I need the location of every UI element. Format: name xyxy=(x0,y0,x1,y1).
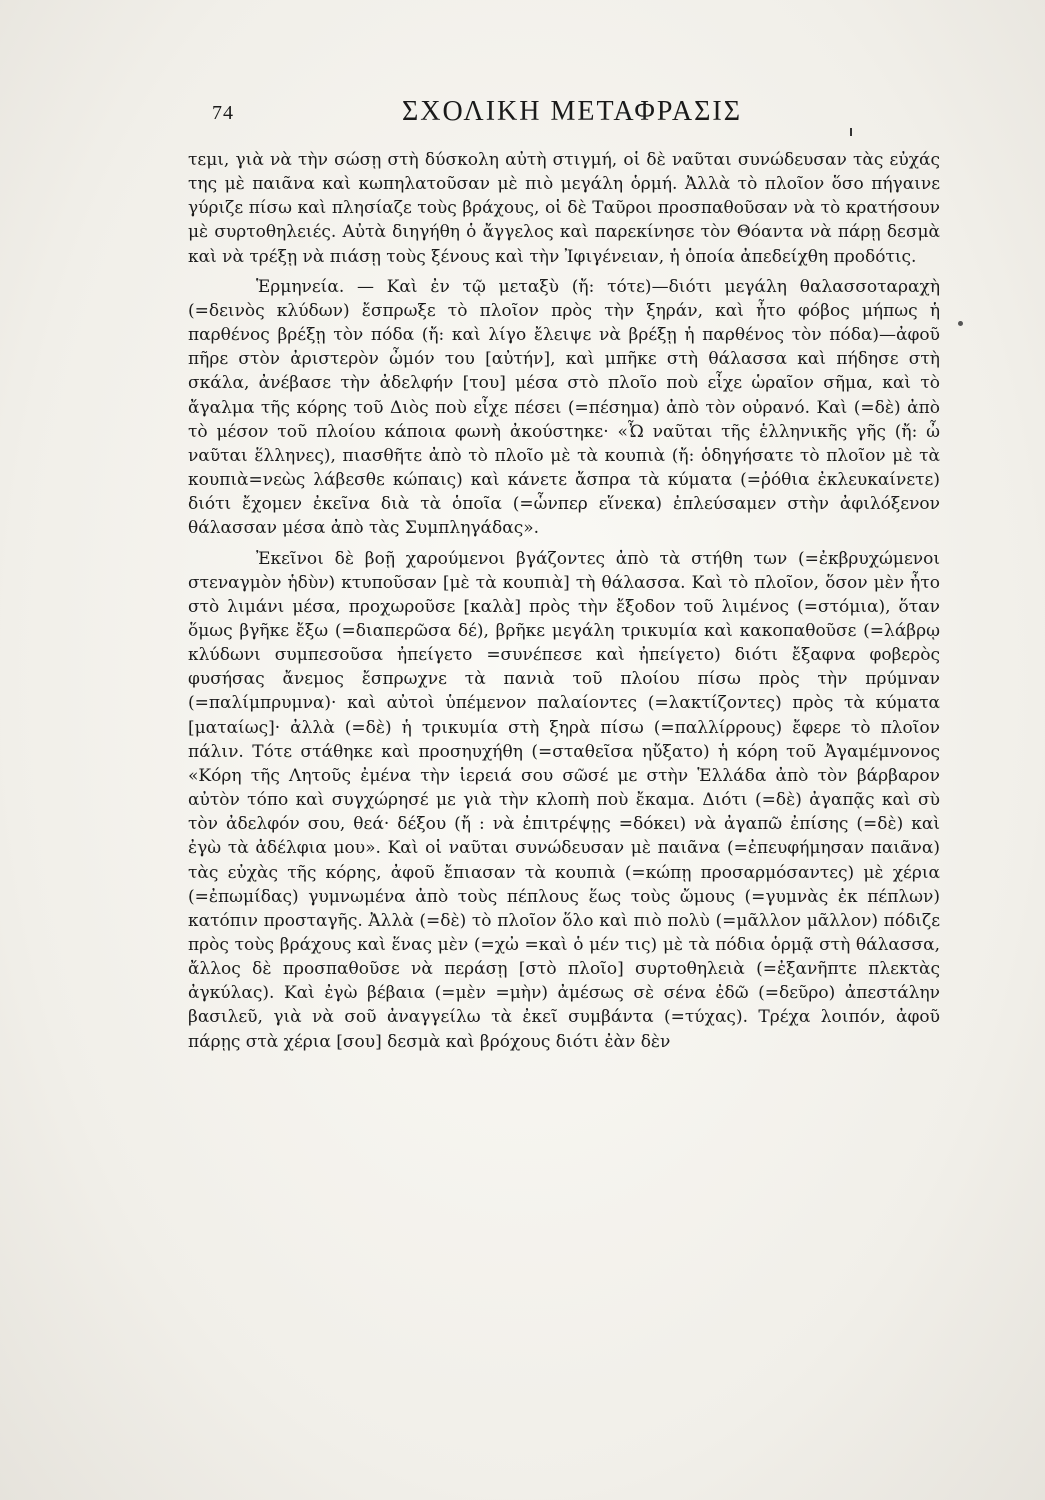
paragraph-interpretation: Ἑρμηνεία. — Καὶ ἐν τῷ μεταξὺ (ἤ: τότε)—διότι μεγάλη θαλασσοταραχὴ (=δεινὸς κλύδων) ἔσπρωξε τὸ πλοῖον πρὸς τὴν ξηράν, καὶ ἦτο φόβος μήπως ἡ παρθένος βρέξῃ τὸν πόδα (ἤ: καὶ λίγο ἔλειψε νὰ βρέξῃ ἡ παρθένος τὸν πόδα)—ἀφοῦ πῆρε στὸν ἀριστερὸν ὦμόν του [αὐτήν], καὶ μπῆκε στὴ θάλασσα καὶ πήδησε στὴ σκάλα, ἀνέβασε τὴν ἀδελφήν [του] μέσα στὸ πλοῖο ποὺ εἶχε ὡραῖον σῆμα, καὶ τὸ ἄγαλμα τῆς κόρης τοῦ Διὸς ποὺ εἶχε πέσει (=πέσημα) ἀπὸ τὸν οὐρανό. Καὶ (=δὲ) ἀπὸ τὸ μέσον τοῦ πλοίου κάποια φωνὴ ἀκούστηκε· «Ὦ ναῦται τῆς ἑλληνικῆς γῆς (ἤ: ὦ ναῦται ἕλληνες), πιασθῆτε ἀπὸ τὸ πλοῖο μὲ τὰ κουπιὰ (ἤ: ὁδηγήσατε τὸ πλοῖον μὲ τὰ κουπιὰ=νεὼς λάβεσθε κώπαις) καὶ κάνετε ἄσπρα τὰ κύματα (=ῥόθια ἐκλευκαίνετε) διότι ἔχομεν ἐκεῖνα διὰ τὰ ὁποῖα (=ὧνπερ εἵνεκα) ἐπλεύσαμεν στὴν ἀφιλόξενον θάλασσαν μέσα ἀπὸ τὰς Συμπληγάδας». xyxy=(188,276,940,539)
margin-dot xyxy=(958,321,963,326)
page-header xyxy=(212,96,952,136)
paragraph-continued: Ἐκεῖνοι δὲ βοῇ χαρούμενοι βγάζοντες ἀπὸ τὰ στήθη των (=ἐκβρυχώμενοι στεναγμὸν ἡδὺν) κτυποῦσαν [μὲ τὰ κουπιὰ] τὴ θάλασσα. Καὶ τὸ πλοῖον, ὅσον μὲν ἦτο στὸ λιμάνι μέσα, προχωροῦσε [καλὰ] πρὸς τὴν ἔξοδον τοῦ λιμένος (=στόμια), ὅταν ὅμως βγῆκε ἔξω (=διαπερῶσα δέ), βρῆκε μεγάλη τρικυμία καὶ κακοπαθοῦσε (=λάβρῳ κλύδωνι συμπεσοῦσα ἠπείγετο =συνέπεσε καὶ ἠπείγετο) διότι ἔξαφνα φοβερὸς φυσήσας ἄνεμος ἔσπρωχνε τὰ πανιὰ τοῦ πλοίου πίσω πρὸς τὴν πρύμναν (=παλίμπρυμνα)· καὶ αὐτοὶ ὑπέμενον παλαίοντες (=λακτίζοντες) πρὸς τὰ κύματα [ματαίως]· ἀλλὰ (=δὲ) ἡ τρικυμία στὴ ξηρὰ πίσω (=παλλίρρους) ἔφερε τὸ πλοῖον πάλιν. Τότε στάθηκε καὶ προσηυχήθη (=σταθεῖσα ηὔξατο) ἡ κόρη τοῦ Ἀγαμέμνονος «Κόρη τῆς Λητοῦς ἐμένα τὴν ἱερειά σου σῶσέ με στὴν Ἑλλάδα ἀπὸ τὸν βάρβαρον αὐτὸν τόπο καὶ συγχώρησέ με γιὰ τὴν κλοπὴ ποὺ ἔκαμα. Διότι (=δὲ) ἀγαπᾷς καὶ σὺ τὸν ἀδελφόν σου, θεά· δέξου (ἤ : νὰ ἐπιτρέψῃς =δόκει) νὰ ἀγαπῶ ἐπίσης (=δὲ) καὶ ἐγὼ τὰ ἀδέλφια μου». Καὶ οἱ ναῦται συνώδευσαν μὲ παιᾶνα (=ἐπευφήμησαν παιᾶνα) τὰς εὐχὰς τῆς κόρης, ἀφοῦ ἔπιασαν τὰ κουπιὰ (=κώπῃ προσαρμόσαντες) μὲ χέρια (=ἐπωμίδας) γυμνωμένα ἀπὸ τοὺς πέπλους ἕως τοὺς ὤμους (=γυμνὰς ἐκ πέπλων) κατόπιν προσταγῆς. Ἀλλὰ (=δὲ) τὸ πλοῖον ὅλο καὶ πιὸ πολὺ (=μᾶλλον μᾶλλον) πόδιζε πρὸς τοὺς βράχους καὶ ἕνας μὲν (=χὠ =καὶ ὁ μέν τις) μὲ τὰ πόδια ὁρμᾷ στὴ θάλασσα, ἄλλος δὲ προσπαθοῦσε νὰ περάσῃ [στὸ πλοῖο] συρτοθηλειὰ (=ἐξανῆπτε πλεκτὰς ἀγκύλας). Καὶ ἐγὼ βέβαια (=μὲν =μὴν) ἀμέσως σὲ σένα ἐδῶ (=δεῦρο) ἀπεστάλην βασιλεῦ, γιὰ νὰ σοῦ ἀναγγείλω τὰ ἐκεῖ συμβάντα (=τύχας). Τρέχα λοιπόν, ἀφοῦ πάρῃς στὰ χέρια [σου] δεσμὰ καὶ βρόχους διότι ἐὰν δὲν xyxy=(188,548,940,1052)
running-head: ΣΧΟΛΙΚΗ ΜΕΤΑΦΡΑΣΙΣ xyxy=(402,96,743,127)
page-number: 74 xyxy=(212,102,234,124)
body-text xyxy=(188,148,940,1054)
paragraph-continuation: τεμι, γιὰ νὰ τὴν σώσῃ στὴ δύσκολη αὐτὴ στιγμή, οἱ δὲ ναῦται συνώδευσαν τὰς εὐχάς της μὲ παιᾶνα καὶ κωπηλατοῦσαν μὲ πιὸ μεγάλη ὁρμή. Ἀλλὰ τὸ πλοῖον ὅσο πήγαινε γύριζε πίσω καὶ πλησίαζε τοὺς βράχους, οἱ δὲ Ταῦροι προσπαθοῦσαν νὰ τὸ κρατήσουν μὲ συρτοθηλειές. Αὐτὰ διηγήθη ὁ ἄγγελος καὶ παρεκίνησε τὸν Θόαντα νὰ πάρῃ δεσμὰ καὶ νὰ τρέξῃ νὰ πιάσῃ τοὺς ξένους καὶ τὴν Ἰφιγένειαν, ἡ ὁποία ἀπεδείχθη προδότις. xyxy=(188,150,940,267)
print-mark xyxy=(850,128,852,136)
